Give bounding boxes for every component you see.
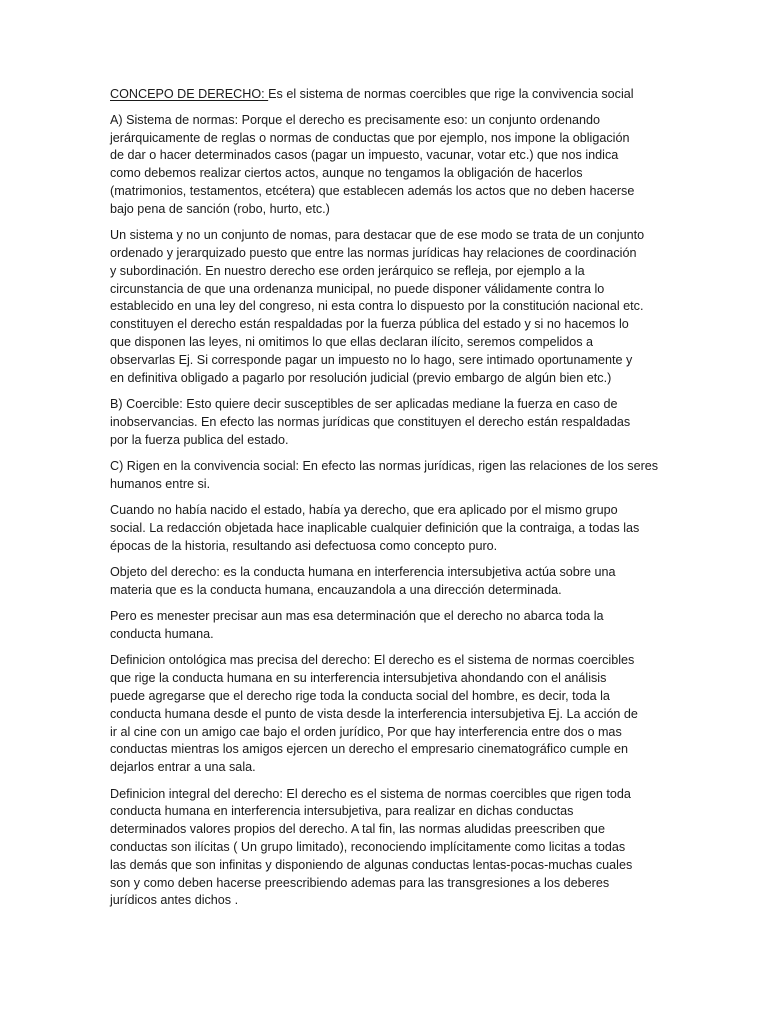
heading-definition: Es el sistema de normas coercibles que rige la convivencia social [268,87,634,101]
paragraph-sistema-ordenado: Un sistema y no un conjunto de nomas, para destacar que de ese modo se trata de un conjunto ordenado y jerarquizado puesto que entre las normas jurídicas hay relaciones de coordinación y subordinación. En nuestro derecho ese orden jerárquico se refleja, por ejemplo a la circunstancia de que una ordenanza municipal, no puede disponer válidamente contra lo establecido en una ley del congreso, ni esta contra lo dispuesto por la constitución nacional etc. constituyen el derecho están respaldadas por la fuerza pública del estado y si no hacemos lo que disponen las leyes, ni omitimos lo que ellas declaran ilícito, seremos compelidos a observarlas Ej. Si corresponde pagar un impuesto no lo hago, sere intimado oportunamente y en definitiva obligado a pagarlo por resolución judicial (previo embargo de algún bien etc.) [110,228,645,385]
paragraph-coercible: B) Coercible: Esto quiere decir susceptibles de ser aplicadas mediane la fuerza en caso de inobservancias. En efecto las normas jurídicas que constituyen el derecho están respaldadas por la fuerza publica del estado. [110,396,631,447]
paragraph-estado: Cuando no había nacido el estado, había ya derecho, que era aplicado por el mismo grupo social. La redacción objetada hace inaplicable cualquier definición que la contraiga, a todas las épocas de la historia, resultando asi defectuosa como concepto puro. [110,503,640,553]
paragraph-conducta-humana: Pero es menester precisar aun mas esa determinación que el derecho no abarca toda la conducta humana. [110,609,604,642]
paragraph-definicion-ontologica: Definicion ontológica mas precisa del derecho: El derecho es el sistema de normas coercibles que rige la conducta humana en su interferencia intersubjetiva ahondando con el análisis puede agregarse que el derecho rige toda la conducta social del hombre, es decir, toda la conducta humana desde el punto de vista desde la interferencia intersubjetiva Ej. La acción de ir al cine con un amigo cae bajo el orden jurídico, Por que hay interferencia entre dos o mas conductas mientras los amigos ejercen un derecho el empresario cinematográfico cumple en dejarlos entrar a una sala. [110,653,638,775]
paragraph-definicion-integral: Definicion integral del derecho: El derecho es el sistema de normas coercibles que rigen toda conducta humana en interferencia intersubjetiva, para realizar en dichas conductas determinados valores propios del derecho. A tal fin, las normas aludidas preescriben que conductas son ilícitas ( Un grupo limitado), reconociendo implícitamente como licitas a todas las demás que son infinitas y disponiendo de algunas conductas lentas-pocas-muchas cuales son y como deben hacerse preescribiendo ademas para las transgresiones a los deberes jurídicos antes dichos . [110,786,633,908]
document-body [110,86,668,910]
heading-term: CONCEPO DE DERECHO: [110,87,269,101]
paragraph-objeto-del-derecho: Objeto del derecho: es la conducta humana en interferencia intersubjetiva actúa sobre una materia que es la conducta humana, encauzandola a una dirección determinada. [110,565,616,597]
paragraph-sistema-de-normas: A) Sistema de normas: Porque el derecho es precisamente eso: un conjunto ordenando jerárquicamente de reglas o normas de conductas que por ejemplo, nos impone la obligación de dar o hacer determinados casos (pagar un impuesto, vacunar, votar etc.) que nos indica como debemos realizar ciertos actos, aunque no tengamos la obligación de hacerlos (matrimonios, testamentos, etcétera) que establecen además los actos que no deben hacerse bajo pena de sanción (robo, hurto, etc.) [110,112,635,216]
document-heading [110,86,668,104]
paragraph-convivencia-social: C) Rigen en la convivencia social: En efecto las normas jurídicas, rigen las relaciones de los seres humanos entre si. [110,458,659,491]
